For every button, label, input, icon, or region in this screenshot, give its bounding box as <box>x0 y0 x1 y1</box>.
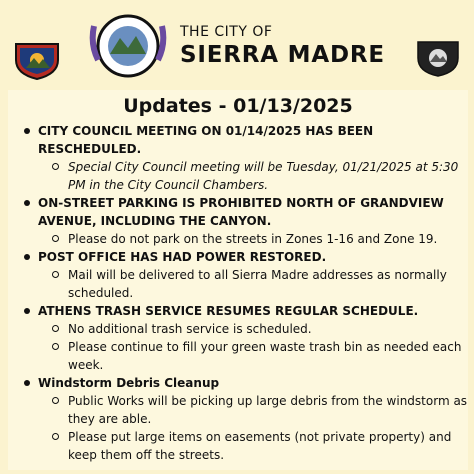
sub-item: No additional trash service is scheduled. <box>38 320 468 338</box>
sub-item: Please continue to fill your green waste trash bin as needed each week. <box>38 338 468 374</box>
item-title: Windstorm Debris Cleanup <box>38 376 220 390</box>
circle-bullet-icon <box>52 235 59 242</box>
header <box>0 0 474 90</box>
sub-item: Please do not park on the streets in Zones 1-16 and Zone 19. <box>38 230 468 248</box>
list-item <box>8 302 468 374</box>
list-item <box>8 194 468 248</box>
bullet-icon <box>24 200 30 206</box>
bullet-icon <box>24 128 30 134</box>
fire-department-seal-icon <box>12 38 62 84</box>
item-title: ON-STREET PARKING IS PROHIBITED NORTH OF GRANDVIEW AVENUE, INCLUDING THE CANYON. <box>38 196 444 228</box>
sub-item: Public Works will be picking up large debris from the windstorm as they are able. <box>38 392 468 428</box>
city-seal-icon <box>88 14 168 82</box>
sub-item: Mail will be delivered to all Sierra Madre addresses as normally scheduled. <box>38 266 468 302</box>
updates-heading: Updates - 01/13/2025 <box>123 95 353 117</box>
item-title: CITY COUNCIL MEETING ON 01/14/2025 HAS BEEN RESCHEDULED. <box>38 124 374 156</box>
circle-bullet-icon <box>52 433 59 440</box>
list-item <box>8 248 468 302</box>
sub-item: Please put large items on easements (not private property) and keep them off the streets. <box>38 428 468 464</box>
sub-item: Special City Council meeting will be Tuesday, 01/21/2025 at 5:30 PM in the City Council Chambers. <box>38 158 468 194</box>
updates-list <box>8 122 468 464</box>
title-small: THE CITY OF <box>180 24 273 40</box>
city-title <box>180 24 385 69</box>
item-title: ATHENS TRASH SERVICE RESUMES REGULAR SCHEDULE. <box>38 304 419 318</box>
updates-panel <box>8 90 468 470</box>
title-big: SIERRA MADRE <box>180 42 385 68</box>
item-title: POST OFFICE HAS HAD POWER RESTORED. <box>38 250 327 264</box>
circle-bullet-icon <box>52 397 59 404</box>
bullet-icon <box>24 308 30 314</box>
circle-bullet-icon <box>52 343 59 350</box>
list-item <box>8 374 468 464</box>
bullet-icon <box>24 380 30 386</box>
circle-bullet-icon <box>52 325 59 332</box>
police-badge-icon <box>412 38 464 82</box>
bullet-icon <box>24 254 30 260</box>
circle-bullet-icon <box>52 271 59 278</box>
list-item <box>8 122 468 194</box>
circle-bullet-icon <box>52 163 59 170</box>
